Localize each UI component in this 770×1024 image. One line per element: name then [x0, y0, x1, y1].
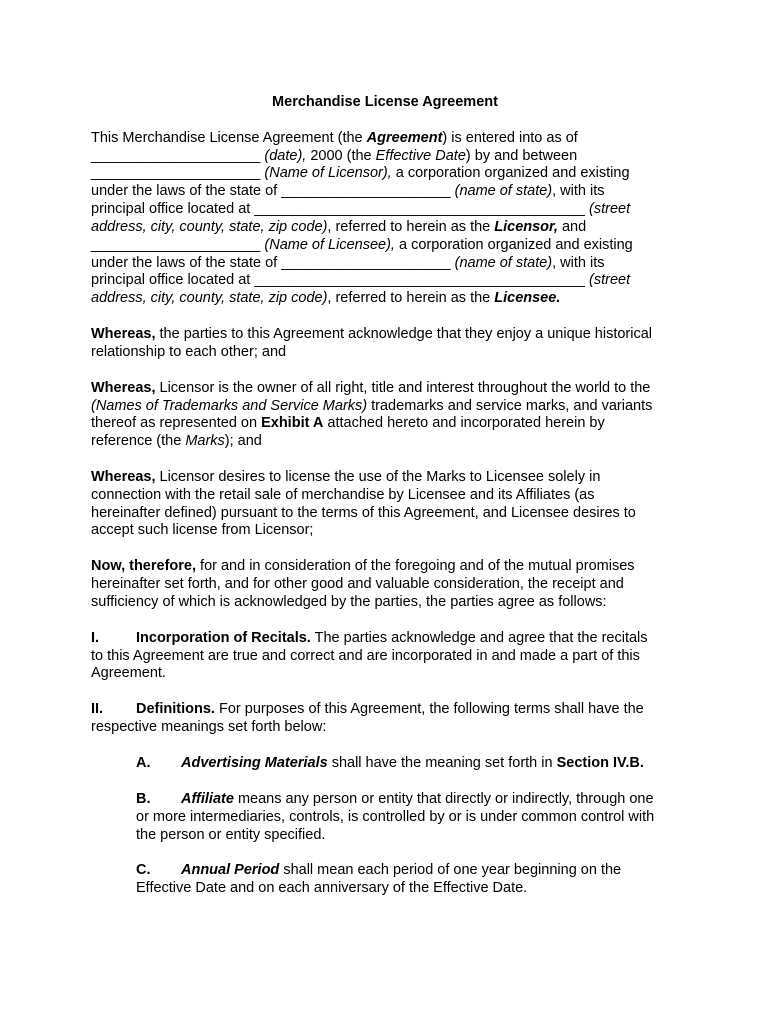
whereas3-line-1: Whereas, Licensor desires to license the use of the Marks to Licensee solely in — [91, 469, 601, 485]
definition-c-line-2: Effective Date and on each anniversary of the Effective Date. — [136, 880, 528, 896]
document-body — [91, 0, 655, 979]
intro-line-10: address, city, county, state, zip code), referred to herein as the Licensee. — [91, 290, 561, 306]
section-1-heading: Incorporation of Recitals. — [136, 630, 311, 646]
whereas3-line-4: accept such license from Licensor; — [91, 522, 314, 538]
intro-line-5: principal office located at _________________________________________ (street — [91, 201, 631, 217]
whereas3-line-3: hereinafter defined) pursuant to the terms of this Agreement, and Licensee desires to — [91, 505, 636, 521]
whereas3-line-2: connection with the retail sale of merchandise by Licensee and its Affiliates (as — [91, 487, 595, 503]
section-1-line-2: to this Agreement are true and correct and are incorporated in and made a part of this — [91, 648, 640, 664]
section-2-line-2: respective meanings set forth below: — [91, 719, 327, 735]
now-therefore-line-2: hereinafter set forth, and for other good and valuable consideration, the receipt and — [91, 576, 624, 592]
whereas1-line-2: relationship to each other; and — [91, 344, 287, 360]
definition-b-line-1: B. Affiliate means any person or entity that directly or indirectly, through one — [136, 791, 654, 807]
section-1-line-3: Agreement. — [91, 665, 166, 681]
whereas1-line-1: Whereas, the parties to this Agreement acknowledge that they enjoy a unique historical — [91, 326, 653, 342]
section-1-number: I. — [91, 630, 100, 646]
whereas2-line-4: reference (the Marks); and — [91, 433, 262, 449]
now-therefore-line-1: Now, therefore, for and in consideration of the foregoing and of the mutual promises — [91, 558, 635, 574]
intro-line-3: _____________________ (Name of Licensor), a corporation organized and existing — [91, 165, 630, 181]
section-2-heading: Definitions. — [136, 701, 215, 717]
section-2-line-1: II. Definitions. For purposes of this Agreement, the following terms shall have the — [91, 701, 644, 717]
whereas2-line-1: Whereas, Licensor is the owner of all right, title and interest throughout the world to the — [91, 380, 651, 396]
now-therefore-line-3: sufficiency of which is acknowledged by the parties, the parties agree as follows: — [91, 594, 607, 610]
definition-a-line-1: A. Advertising Materials shall have the meaning set forth in Section IV.B. — [136, 755, 644, 771]
intro-line-8: under the laws of the state of _____________________ (name of state), with its — [91, 255, 605, 271]
intro-line-1: This Merchandise License Agreement (the Agreement) is entered into as of — [91, 130, 578, 146]
intro-line-2: _____________________ (date), 2000 (the Effective Date) by and between — [91, 148, 578, 164]
whereas2-line-3: thereof as represented on Exhibit A attached hereto and incorporated herein by — [91, 415, 605, 431]
whereas2-line-2: (Names of Trademarks and Service Marks) trademarks and service marks, and variants — [91, 398, 653, 414]
definition-b-line-3: the person or entity specified. — [136, 827, 326, 843]
intro-line-9: principal office located at _________________________________________ (street — [91, 272, 631, 288]
section-1-line-1: I. Incorporation of Recitals. The parties acknowledge and agree that the recitals — [91, 630, 648, 646]
document-title: Merchandise License Agreement — [272, 94, 498, 110]
section-2-number: II. — [91, 701, 104, 717]
intro-line-4: under the laws of the state of _____________________ (name of state), with its — [91, 183, 605, 199]
intro-line-7: _____________________ (Name of Licensee), a corporation organized and existing — [91, 237, 633, 253]
definition-b-line-2: or more intermediaries, controls, is controlled by or is under common control with — [136, 809, 655, 825]
definition-c-line-1: C. Annual Period shall mean each period of one year beginning on the — [136, 862, 622, 878]
intro-line-6: address, city, county, state, zip code), referred to herein as the Licensor, and — [91, 219, 587, 235]
